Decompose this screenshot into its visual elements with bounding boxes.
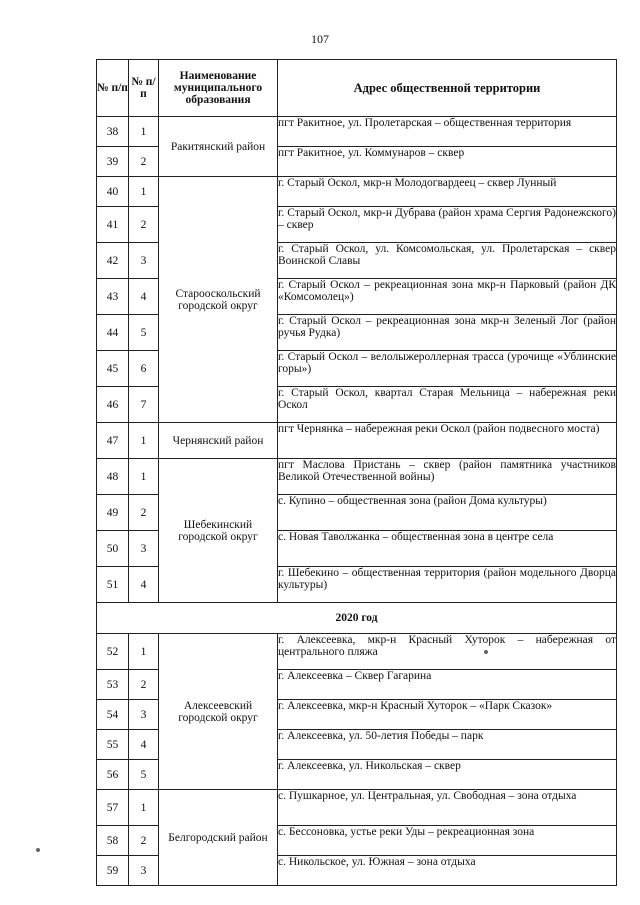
row-number: 47	[97, 423, 129, 459]
row-number: 45	[97, 351, 129, 387]
territory-address: г. Алексеевка, мкр-н Красный Хуторок – «Парк Сказок»	[278, 700, 617, 730]
row-local-number: 5	[129, 760, 159, 790]
municipality-name: Ракитянский район	[159, 117, 278, 177]
row-local-number: 1	[129, 790, 159, 826]
territory-address: с. Никольское, ул. Южная – зона отдыха	[278, 856, 617, 886]
row-local-number: 4	[129, 567, 159, 603]
territory-address: г. Старый Оскол, мкр-н Молодогвардеец – сквер Лунный	[278, 177, 617, 207]
row-local-number: 3	[129, 700, 159, 730]
table-header-row	[97, 60, 617, 117]
public-territories-table	[96, 59, 617, 886]
header-num-pp: № п/п	[97, 60, 129, 117]
page-number: 107	[311, 32, 329, 46]
section-row	[97, 603, 617, 634]
row-number: 40	[97, 177, 129, 207]
section-title: 2020 год	[97, 603, 617, 634]
row-number: 48	[97, 459, 129, 495]
row-number: 50	[97, 531, 129, 567]
table-row	[97, 177, 617, 207]
municipality-name: Чернянский район	[159, 423, 278, 459]
row-local-number: 6	[129, 351, 159, 387]
territory-address: с. Купино – общественная зона (район Дома культуры)	[278, 495, 617, 531]
row-number: 58	[97, 826, 129, 856]
territory-address: г. Шебекино – общественная территория (район модельного Дворца культуры)	[278, 567, 617, 603]
row-number: 52	[97, 634, 129, 670]
municipality-name: Старооскольский городской округ	[159, 177, 278, 423]
territory-address: пгт Маслова Пристань – сквер (район памятника участников Великой Отечественной войны)	[278, 459, 617, 495]
row-number: 44	[97, 315, 129, 351]
table-row	[97, 117, 617, 147]
table-row	[97, 423, 617, 459]
territory-address: г. Старый Оскол, квартал Старая Мельница – набережная реки Оскол	[278, 387, 617, 423]
row-local-number: 5	[129, 315, 159, 351]
table-section	[97, 603, 617, 634]
row-local-number: 2	[129, 826, 159, 856]
territory-address: г. Старый Оскол, мкр-н Дубрава (район храма Сергия Радонежского) – сквер	[278, 207, 617, 243]
territory-address: г. Старый Оскол – велолыжероллерная трасса (урочище «Ублинские горы»)	[278, 351, 617, 387]
row-number: 57	[97, 790, 129, 826]
row-number: 54	[97, 700, 129, 730]
table-body-after	[97, 634, 617, 886]
territory-address: г. Старый Оскол, ул. Комсомольская, ул. Пролетарская – сквер Воинской Славы	[278, 243, 617, 279]
header-address: Адрес общественной территории	[278, 60, 617, 117]
row-local-number: 3	[129, 243, 159, 279]
row-local-number: 2	[129, 147, 159, 177]
territory-address: г. Старый Оскол – рекреационная зона мкр-н Парковый (район ДК «Комсомолец»)	[278, 279, 617, 315]
table-row	[97, 459, 617, 495]
territory-address: с. Новая Таволжанка – общественная зона в центре села	[278, 531, 617, 567]
row-local-number: 3	[129, 856, 159, 886]
territory-address: г. Алексеевка, ул. Никольская – сквер	[278, 760, 617, 790]
row-local-number: 4	[129, 279, 159, 315]
row-number: 41	[97, 207, 129, 243]
territory-address: пгт Ракитное, ул. Пролетарская – общественная территория	[278, 117, 617, 147]
row-number: 43	[97, 279, 129, 315]
row-local-number: 7	[129, 387, 159, 423]
row-number: 42	[97, 243, 129, 279]
territory-address: г. Алексеевка, ул. 50-летия Победы – парк	[278, 730, 617, 760]
row-local-number: 3	[129, 531, 159, 567]
municipality-name: Шебекинский городской округ	[159, 459, 278, 603]
table-row	[97, 634, 617, 670]
row-local-number: 4	[129, 730, 159, 760]
row-local-number: 2	[129, 495, 159, 531]
row-number: 53	[97, 670, 129, 700]
row-number: 39	[97, 147, 129, 177]
territory-address: г. Алексеевка – Сквер Гагарина	[278, 670, 617, 700]
territory-address: с. Пушкарное, ул. Центральная, ул. Свободная – зона отдыха	[278, 790, 617, 826]
row-number: 38	[97, 117, 129, 147]
table-body-before	[97, 117, 617, 603]
row-local-number: 1	[129, 177, 159, 207]
row-local-number: 1	[129, 117, 159, 147]
territory-address: пгт Ракитное, ул. Коммунаров – сквер	[278, 147, 617, 177]
header-num-pp-local: № п/п	[129, 60, 159, 117]
row-number: 51	[97, 567, 129, 603]
municipality-name: Алексеевский городской округ	[159, 634, 278, 790]
row-number: 49	[97, 495, 129, 531]
row-local-number: 1	[129, 459, 159, 495]
municipality-name: Белгородский район	[159, 790, 278, 886]
territory-address: с. Бессоновка, устье реки Уды – рекреационная зона	[278, 826, 617, 856]
row-local-number: 2	[129, 670, 159, 700]
territory-address: г. Алексеевка, мкр-н Красный Хуторок – набережная от центрального пляжа	[278, 634, 617, 670]
row-number: 56	[97, 760, 129, 790]
header-municipality: Наименование муниципального образования	[159, 60, 278, 117]
table-row	[97, 790, 617, 826]
territory-address: пгт Чернянка – набережная реки Оскол (район подвесного моста)	[278, 423, 617, 459]
territory-address: г. Старый Оскол – рекреационная зона мкр-н Зеленый Лог (район ручья Рудка)	[278, 315, 617, 351]
row-local-number: 1	[129, 423, 159, 459]
row-number: 59	[97, 856, 129, 886]
row-number: 55	[97, 730, 129, 760]
row-local-number: 2	[129, 207, 159, 243]
row-local-number: 1	[129, 634, 159, 670]
stray-mark	[484, 650, 488, 654]
stray-mark	[36, 848, 40, 852]
row-number: 46	[97, 387, 129, 423]
